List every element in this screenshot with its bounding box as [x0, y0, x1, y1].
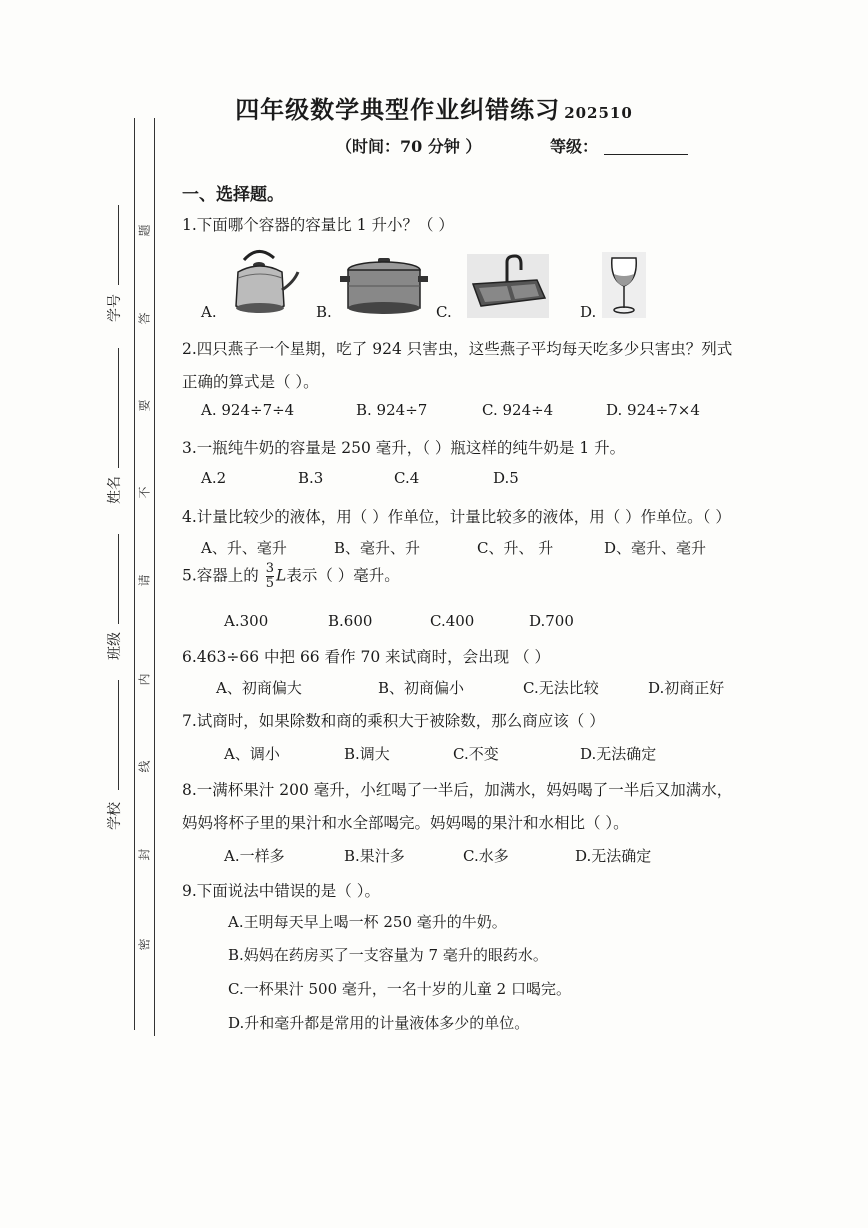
fraction-three-fifths [266, 562, 274, 591]
seal-char: 题 [137, 224, 152, 237]
q1-option-c[interactable]: C. [436, 303, 452, 321]
q6-option-d[interactable]: D.初商正好 [648, 679, 725, 697]
q5-option-b[interactable]: B.600 [328, 612, 373, 630]
q1-option-a[interactable]: A. [201, 303, 217, 321]
q7-option-b[interactable]: B.调大 [344, 745, 390, 763]
field-label-name: 姓名 [107, 476, 123, 504]
q9-option-b[interactable]: B.妈妈在药房买了一支容量为 7 毫升的眼药水。 [228, 946, 548, 964]
question-3: 3.一瓶纯牛奶的容量是 250 毫升，（ ）瓶这样的纯牛奶是 1 升。 [182, 439, 626, 457]
seal-char: 答 [137, 312, 152, 325]
grade-label: 等级： [550, 137, 599, 156]
question-1: 1.下面哪个容器的容量比 1 升小？（ ） [182, 216, 454, 234]
q4-option-b[interactable]: B、毫升、升 [334, 539, 421, 557]
question-9: 9.下面说法中错误的是（ ）。 [182, 882, 380, 900]
fraction-numerator: 3 [265, 561, 275, 576]
q2-option-b[interactable]: B. 924÷7 [356, 401, 428, 419]
question-7: 7.试商时，如果除数和商的乘积大于被除数，那么商应该（ ） [182, 712, 605, 730]
question-2-line-1: 2.四只燕子一个星期，吃了 924 只害虫，这些燕子平均每天吃多少只害虫？列式 [182, 340, 733, 358]
q8-option-a[interactable]: A.一样多 [224, 847, 285, 865]
grade-blank[interactable] [604, 154, 688, 155]
pot-icon [340, 256, 428, 316]
seal-char: 请 [137, 574, 152, 587]
binding-line-inner [154, 118, 155, 1036]
q2-option-c[interactable]: C. 924÷4 [482, 401, 554, 419]
q3-option-c[interactable]: C.4 [394, 469, 420, 487]
q7-option-a[interactable]: A、调小 [224, 745, 280, 763]
kettle-icon [224, 246, 300, 318]
field-label-class: 班级 [107, 632, 123, 660]
q1-option-b[interactable]: B. [316, 303, 332, 321]
fraction-denominator: 5 [265, 576, 275, 591]
seal-char: 内 [137, 673, 152, 686]
q9-option-a[interactable]: A.王明每天早上喝一杯 250 毫升的牛奶。 [228, 913, 507, 931]
question-8-line-2: 妈妈将杯子里的果汁和水全部喝完。妈妈喝的果汁和水相比（ ）。 [182, 814, 629, 832]
question-4: 4.计量比较少的液体，用（ ）作单位，计量比较多的液体，用（ ）作单位。（ ） [182, 508, 731, 526]
q3-option-a[interactable]: A.2 [201, 469, 227, 487]
question-5 [182, 562, 400, 591]
page-title [0, 90, 868, 125]
q8-option-c[interactable]: C.水多 [463, 847, 509, 865]
q5-suffix: 表示（ ）毫升。 [286, 566, 400, 585]
title-text: 四年级数学典型作业纠错练习 [235, 95, 561, 124]
grade-field [550, 134, 688, 157]
q1-option-d[interactable]: D. [580, 303, 597, 321]
q3-option-d[interactable]: D.5 [493, 469, 519, 487]
q9-option-d[interactable]: D.升和毫升都是常用的计量液体多少的单位。 [228, 1014, 530, 1032]
name-blank[interactable] [118, 348, 119, 468]
seal-char: 线 [137, 760, 152, 773]
q7-option-c[interactable]: C.不变 [453, 745, 499, 763]
section-title: 一、选择题。 [182, 185, 284, 205]
field-label-student-id: 学号 [107, 294, 123, 322]
question-8-line-1: 8.一满杯果汁 200 毫升，小红喝了一半后，加满水，妈妈喝了一半后又加满水， [182, 781, 733, 799]
q6-option-c[interactable]: C.无法比较 [523, 679, 599, 697]
q8-option-b[interactable]: B.果汁多 [344, 847, 405, 865]
sink-icon [467, 254, 549, 318]
school-blank[interactable] [118, 680, 119, 790]
q7-option-d[interactable]: D.无法确定 [580, 745, 657, 763]
q5-option-a[interactable]: A.300 [224, 612, 269, 630]
seal-char: 不 [137, 486, 152, 499]
time-limit: （时间：70 分钟 ） [336, 137, 482, 156]
q4-option-c[interactable]: C、升、 升 [477, 539, 554, 557]
question-2-line-2: 正确的算式是（ ）。 [182, 373, 319, 391]
wine-glass-icon [602, 252, 646, 318]
q8-option-d[interactable]: D.无法确定 [575, 847, 652, 865]
student-id-blank[interactable] [118, 205, 119, 285]
q4-option-d[interactable]: D、毫升、毫升 [604, 539, 707, 557]
liter-unit: L [276, 566, 287, 585]
q5-prefix: 5.容器上的 [182, 566, 259, 585]
q5-option-c[interactable]: C.400 [430, 612, 475, 630]
class-blank[interactable] [118, 534, 119, 624]
question-6: 6.463÷66 中把 66 看作 70 来试商时，会出现 （ ） [182, 648, 551, 666]
seal-char: 封 [137, 848, 152, 861]
q3-option-b[interactable]: B.3 [298, 469, 324, 487]
q6-option-b[interactable]: B、初商偏小 [378, 679, 465, 697]
field-label-school: 学校 [107, 802, 123, 830]
q4-option-a[interactable]: A、升、毫升 [201, 539, 287, 557]
q2-option-a[interactable]: A. 924÷7÷4 [201, 401, 295, 419]
q9-option-c[interactable]: C.一杯果汁 500 毫升，一名十岁的儿童 2 口喝完。 [228, 980, 571, 998]
title-code: 202510 [564, 104, 633, 122]
q2-option-d[interactable]: D. 924÷7×4 [606, 401, 700, 419]
seal-char: 要 [137, 399, 152, 412]
q5-option-d[interactable]: D.700 [529, 612, 574, 630]
q6-option-a[interactable]: A、初商偏大 [216, 679, 302, 697]
seal-char: 密 [137, 938, 152, 951]
